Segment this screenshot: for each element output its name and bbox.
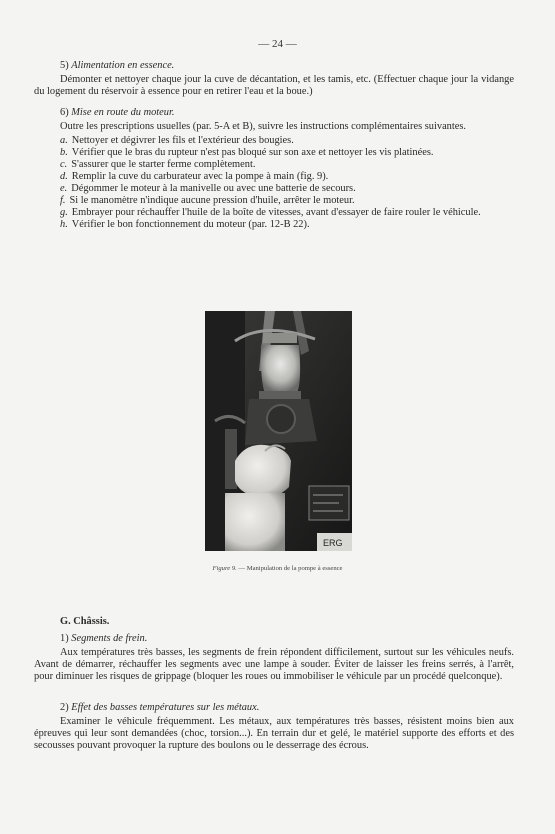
section-number: 6) bbox=[60, 107, 69, 118]
plate-label: ERG bbox=[323, 538, 343, 548]
section-title: Mise en route du moteur. bbox=[71, 107, 175, 118]
section-title: Segments de frein. bbox=[71, 633, 148, 644]
section-engine-start bbox=[34, 107, 514, 231]
section-title-chassis: G. Châssis. bbox=[60, 616, 110, 627]
figure-caption bbox=[0, 565, 555, 572]
figure-label: Figure 9. bbox=[212, 565, 237, 572]
list-item: f. Si le manomètre n'indique aucune pression d'huile, arrêter le moteur. bbox=[60, 195, 355, 206]
list-item: e. Dégommer le moteur à la manivelle ou avec une batterie de secours. bbox=[60, 183, 356, 194]
section-title: Effet des basses températures sur les métaux. bbox=[71, 702, 260, 713]
list-item: d. Remplir la cuve du carburateur avec la pompe à main (fig. 9). bbox=[60, 171, 329, 182]
list-item: b. Vérifier que le bras du rupteur n'est pas bloqué sur son axe et nettoyer les vis platinées. bbox=[60, 147, 434, 158]
instruction-list bbox=[34, 135, 514, 231]
section-number: 5) bbox=[60, 60, 69, 71]
page-number: — 24 — bbox=[258, 38, 297, 50]
paragraph: Aux températures très basses, les segments de frein répondent difficilement, surtout sur les véhicules neufs. Avant de démarrer, réchauffer les segments avec une lampe à souder. Éviter de laisser les freins serrés, à l'arrêt, pour diminuer les risques de grippage (bloquer les roues ou immobiliser le véhicule par un procédé quelconque). bbox=[34, 647, 514, 682]
caption-text: — Manipulation de la pompe à essence bbox=[236, 565, 343, 572]
section-heading bbox=[34, 60, 514, 72]
section-low-temp-metals bbox=[34, 702, 514, 752]
list-item: h. Vérifier le bon fonctionnement du moteur (par. 12-B 22). bbox=[60, 219, 310, 230]
photo-illustration bbox=[205, 311, 352, 551]
section-fuel-supply bbox=[34, 60, 514, 98]
section-heading bbox=[34, 633, 514, 645]
section-title: Alimentation en essence. bbox=[71, 60, 175, 71]
section-heading bbox=[34, 702, 514, 714]
section-number: 2) bbox=[60, 702, 69, 713]
list-item: g. Embrayer pour réchauffer l'huile de la boîte de vitesses, avant d'essayer de faire rouler le véhicule. bbox=[60, 207, 481, 218]
section-heading bbox=[34, 107, 514, 119]
section-brake-shoes bbox=[34, 633, 514, 683]
paragraph: Examiner le véhicule fréquemment. Les métaux, aux températures très basses, résistent moins bien aux épreuves qui leur sont demandées (choc, torsion...). En terrain dur et gelé, le matériel supporte des efforts et des secousses pouvant provoquer la rupture des boulons ou le desserrage des écrous. bbox=[34, 716, 514, 751]
section-number: 1) bbox=[60, 633, 69, 644]
list-item: c. S'assurer que le starter ferme complètement. bbox=[60, 159, 256, 170]
paragraph: Démonter et nettoyer chaque jour la cuve de décantation, et les tamis, etc. (Effectuer chaque jour la vidange du logement du réservoir à essence pour en retirer l'eau et la boue.) bbox=[34, 74, 514, 97]
paragraph: Outre les prescriptions usuelles (par. 5-A et B), suivre les instructions complémentaires suivantes. bbox=[60, 121, 467, 132]
list-item: a. Nettoyer et dégivrer les fils et l'extérieur des bougies. bbox=[60, 135, 294, 146]
fuel-pump-photo bbox=[205, 311, 352, 551]
